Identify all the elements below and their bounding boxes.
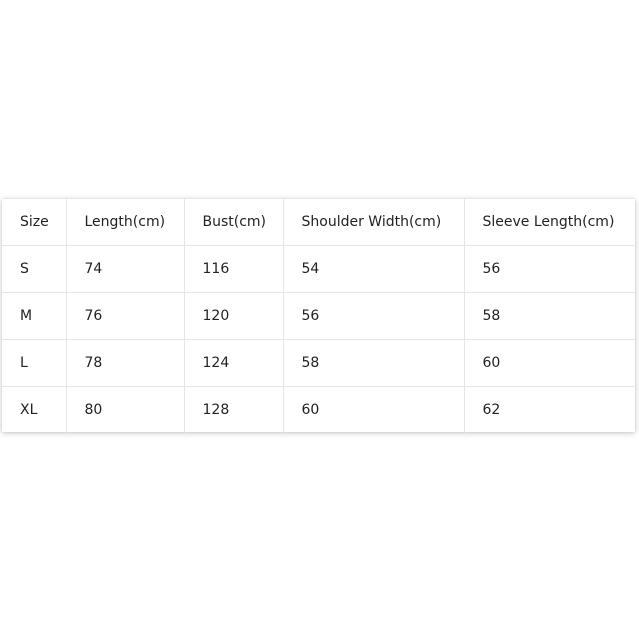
- table-cell: 120: [184, 293, 283, 340]
- table-cell: 78: [66, 340, 184, 387]
- header-cell-size: Size: [2, 199, 66, 246]
- header-cell-sleeve-length: Sleeve Length(cm): [464, 199, 635, 246]
- table-row: [2, 293, 635, 340]
- table-cell: 56: [283, 293, 464, 340]
- table-cell: 80: [66, 387, 184, 434]
- table-row: [2, 246, 635, 293]
- table-cell: 60: [283, 387, 464, 434]
- table-cell: 56: [464, 246, 635, 293]
- header-cell-bust: Bust(cm): [184, 199, 283, 246]
- header-cell-shoulder-width: Shoulder Width(cm): [283, 199, 464, 246]
- size-chart-card: [2, 199, 635, 432]
- table-cell: 62: [482, 402, 501, 418]
- header-row: [2, 199, 635, 246]
- table-cell: L: [2, 340, 66, 387]
- table-cell: 58: [464, 293, 635, 340]
- table-cell: M: [2, 293, 66, 340]
- header-cell-length: Length(cm): [66, 199, 184, 246]
- table-cell: XL: [2, 387, 66, 434]
- table-cell: 128: [184, 387, 283, 434]
- table-cell: 76: [66, 293, 184, 340]
- table-row: [2, 387, 635, 434]
- size-chart-table: [2, 199, 635, 433]
- table-cell: 116: [184, 246, 283, 293]
- table-row: [2, 340, 635, 387]
- table-cell: S: [2, 246, 66, 293]
- table-cell: 54: [283, 246, 464, 293]
- table-cell: 60: [464, 340, 635, 387]
- table-cell: 124: [184, 340, 283, 387]
- table-cell: 58: [283, 340, 464, 387]
- table-cell: 74: [66, 246, 184, 293]
